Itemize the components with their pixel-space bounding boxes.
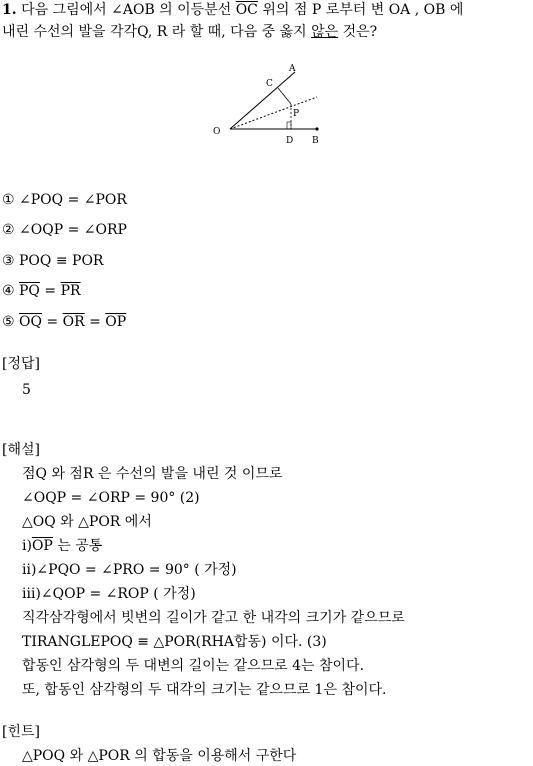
label-a: A <box>289 64 296 74</box>
explanation-line-8: TIRANGLEPOQ ≡ △POR(RHA합동) 이다. (3) <box>22 634 327 650</box>
label-o: O <box>213 127 221 137</box>
question-number: 1. <box>2 2 17 18</box>
explanation-line-9: 합동인 삼각형의 두 대변의 길이는 같으므로 4는 참이다. <box>22 658 365 674</box>
explanation-header: [해설] <box>2 442 40 458</box>
answer-header: [정답] <box>2 356 40 372</box>
angle-bisector-figure <box>205 58 335 148</box>
bisector-oc <box>230 97 317 129</box>
right-angle-mark-r <box>287 122 291 129</box>
answer-value: 5 <box>22 382 31 398</box>
segment-oc: $\overline{OC}$ <box>235 2 258 18</box>
explanation-line-5: ⅱ)∠PQO = ∠PRO = 90° ( 가정) <box>22 562 237 578</box>
perpendicular-pq <box>278 88 291 104</box>
explanation-line-4: $ⅰ)\overline{OP}$ 는 공통 <box>22 538 103 554</box>
explanation-line-2: ∠OQP = ∠ORP = 90° (2) <box>22 490 200 506</box>
question-line-1: 1. 다음 그림에서 ∠AOB 의 이등분선 $\overline{OC}$ 위의 점 P 로부터 변 OA , OB 에 <box>2 2 464 18</box>
hint-text: △POQ 와 △POR 의 합동을 이용해서 구한다 <box>22 748 297 764</box>
choice-4: ④ $\overline{PQ} = \overline{PR}$ <box>2 283 81 299</box>
choice-2: ② ∠OQP = ∠ORP <box>2 222 127 238</box>
label-b: B <box>312 136 319 146</box>
choice-1: ① ∠POQ = ∠POR <box>2 192 127 208</box>
label-c: C <box>266 79 273 89</box>
label-p: P <box>293 109 300 119</box>
emphasis-not: 않은 <box>311 24 339 40</box>
label-d: D <box>286 136 294 146</box>
choice-3: ③ POQ ≡ POR <box>2 253 104 269</box>
hint-header: [힌트] <box>2 724 40 740</box>
question-line-2: 내린 수선의 발을 각각Q, R 라 할 때, 다음 중 옳지 않은 것은? <box>2 24 378 40</box>
ray-oa <box>230 72 295 129</box>
point-b <box>315 127 318 130</box>
choice-5: ⑤ $\overline{OQ} = \overline{OR} = \overline{OP}$ <box>2 314 127 330</box>
explanation-line-7: 직각삼각형에서 빗변의 길이가 같고 한 내각의 크기가 같으므로 <box>22 610 405 626</box>
explanation-line-3: △OQ 와 △POR 에서 <box>22 514 152 530</box>
explanation-line-1: 점Q 와 점R 은 수선의 발을 내린 것 이므로 <box>22 466 283 482</box>
explanation-line-6: ⅲ)∠QOP = ∠ROP ( 가정) <box>22 586 196 602</box>
explanation-line-10: 또, 합동인 삼각형의 두 대각의 크기는 같으므로 1은 참이다. <box>22 682 387 698</box>
